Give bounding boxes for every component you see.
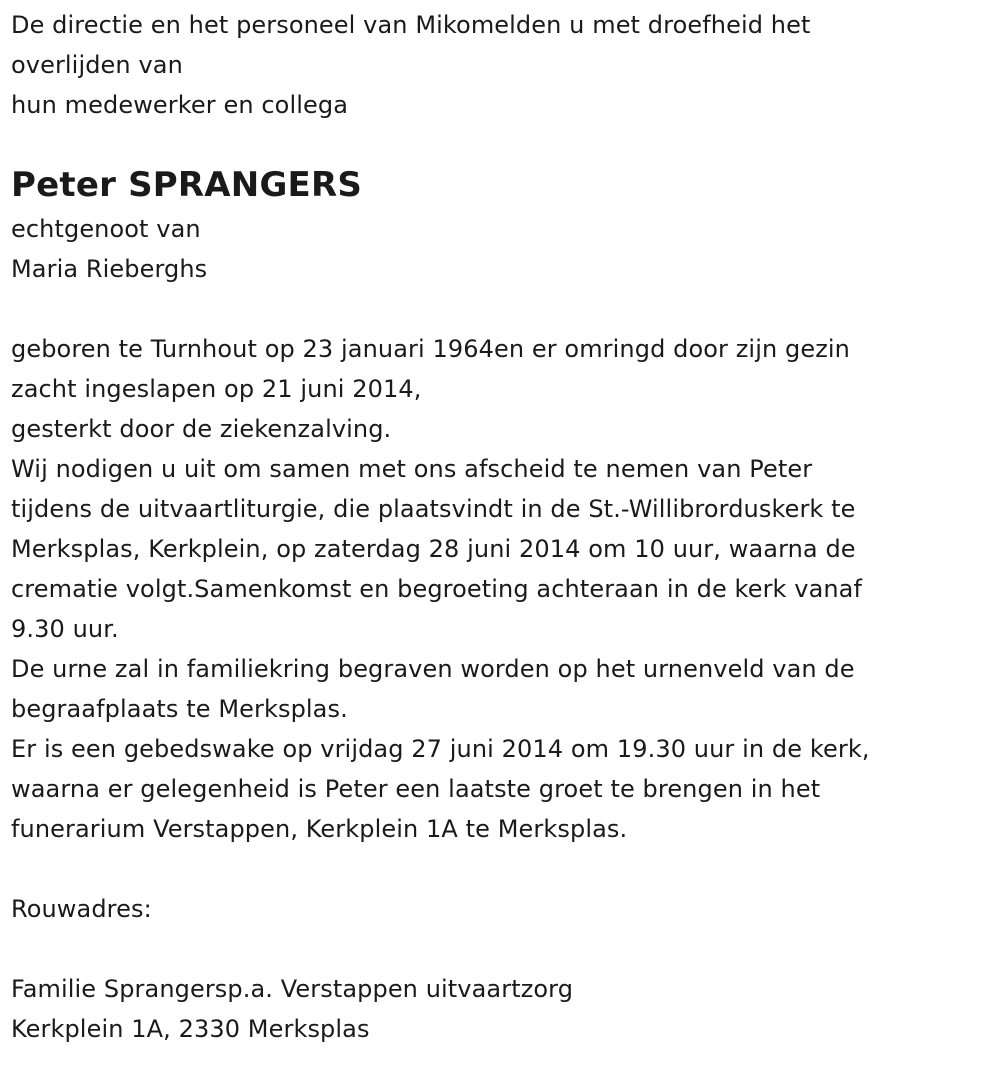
- body-line: crematie volgt.Samenkomst en begroeting achteraan in de kerk vanaf: [11, 575, 863, 603]
- spacer: [11, 849, 986, 889]
- relation-text: echtgenoot van: [11, 215, 201, 243]
- body-line: 9.30 uur.: [11, 615, 119, 643]
- address-line: Familie Sprangersp.a. Verstappen uitvaartzorg: [11, 975, 574, 1003]
- body-line: geboren te Turnhout op 23 januari 1964en er omringd door zijn gezin: [11, 335, 850, 363]
- deceased-name: Peter SPRANGERS: [11, 165, 363, 205]
- deceased-block: [11, 161, 986, 289]
- body-line: gesterkt door de ziekenzalving.: [11, 415, 392, 443]
- address-block: [11, 889, 986, 1049]
- body-line: tijdens de uitvaartliturgie, die plaatsvindt in de St.-Willibrorduskerk te: [11, 495, 856, 523]
- body-line: Er is een gebedswake op vrijdag 27 juni 2014 om 19.30 uur in de kerk,: [11, 735, 870, 763]
- address-label: Rouwadres:: [11, 895, 152, 923]
- intro-line: De directie en het personeel van Mikomelden u met droefheid het: [11, 11, 811, 39]
- body-line: De urne zal in familiekring begraven worden op het urnenveld van de: [11, 655, 855, 683]
- intro-line: overlijden van: [11, 51, 183, 79]
- body-line: Wij nodigen u uit om samen met ons afscheid te nemen van Peter: [11, 455, 813, 483]
- address-line: Kerkplein 1A, 2330 Merksplas: [11, 1015, 370, 1043]
- body-line: Merksplas, Kerkplein, op zaterdag 28 juni 2014 om 10 uur, waarna de: [11, 535, 856, 563]
- spacer: [11, 289, 986, 329]
- body-line: begraafplaats te Merksplas.: [11, 695, 348, 723]
- spacer: [11, 125, 986, 161]
- body-line: zacht ingeslapen op 21 juni 2014,: [11, 375, 422, 403]
- intro-line: hun medewerker en collega: [11, 91, 348, 119]
- death-notice: [11, 5, 986, 1049]
- spouse-name: Maria Rieberghs: [11, 255, 208, 283]
- intro-block: [11, 5, 986, 125]
- spacer: [11, 929, 986, 969]
- body-line: waarna er gelegenheid is Peter een laatste groet te brengen in het: [11, 775, 821, 803]
- body-block: [11, 329, 986, 849]
- body-line: funerarium Verstappen, Kerkplein 1A te Merksplas.: [11, 815, 628, 843]
